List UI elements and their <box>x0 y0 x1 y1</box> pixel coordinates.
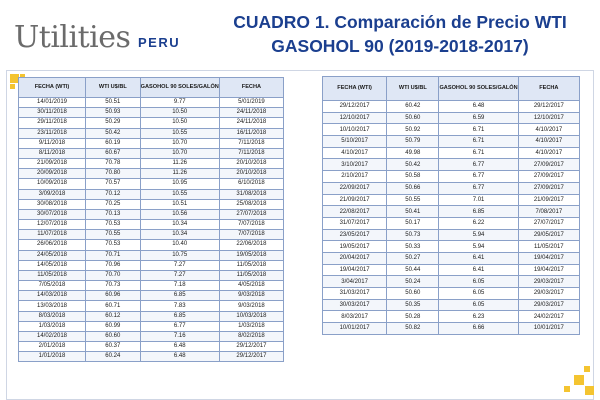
cell-gasohol-price: 6.48 <box>140 342 219 352</box>
cell-wti-price: 50.35 <box>387 299 439 311</box>
header-fecha-wti: FECHA (WTI) <box>323 77 387 101</box>
cell-fecha: 9/03/2018 <box>219 301 283 311</box>
cell-wti-price: 70.53 <box>86 220 141 230</box>
table-row <box>323 241 580 253</box>
cell-wti-price: 60.42 <box>387 101 439 113</box>
table-row <box>19 209 284 219</box>
cell-fecha: 24/02/2017 <box>518 311 579 323</box>
cell-fecha-wti: 1/03/2018 <box>19 321 86 331</box>
table-row <box>19 240 284 250</box>
table-row <box>19 179 284 189</box>
cell-fecha: 19/04/2017 <box>518 252 579 264</box>
cell-gasohol-price: 10.75 <box>140 250 219 260</box>
cell-fecha: 27/09/2017 <box>518 182 579 194</box>
table-row <box>19 250 284 260</box>
table-row <box>323 159 580 171</box>
cell-gasohol-price: 10.50 <box>140 118 219 128</box>
cell-fecha-wti: 3/09/2018 <box>19 189 86 199</box>
cell-gasohol-price: 5.94 <box>439 229 518 241</box>
cell-fecha-wti: 29/12/2017 <box>323 101 387 113</box>
cell-fecha-wti: 20/04/2017 <box>323 252 387 264</box>
cell-fecha-wti: 23/11/2018 <box>19 128 86 138</box>
cell-fecha-wti: 3/10/2017 <box>323 159 387 171</box>
table-row <box>323 299 580 311</box>
cell-gasohol-price: 10.56 <box>140 209 219 219</box>
table-row <box>323 206 580 218</box>
cell-wti-price: 70.96 <box>86 260 141 270</box>
cell-fecha-wti: 22/08/2017 <box>323 206 387 218</box>
cell-wti-price: 50.93 <box>86 108 141 118</box>
table-header-row <box>19 78 284 98</box>
cell-wti-price: 70.53 <box>86 240 141 250</box>
cell-gasohol-price: 7.16 <box>140 331 219 341</box>
table-row <box>19 159 284 169</box>
cell-gasohol-price: 10.34 <box>140 230 219 240</box>
table-row <box>323 311 580 323</box>
table-row <box>19 352 284 362</box>
cell-fecha: 27/07/2017 <box>518 217 579 229</box>
cell-gasohol-price: 6.41 <box>439 264 518 276</box>
cell-fecha: 21/09/2017 <box>518 194 579 206</box>
cell-gasohol-price: 7.83 <box>140 301 219 311</box>
table-row <box>19 138 284 148</box>
cell-fecha: 4/10/2017 <box>518 124 579 136</box>
cell-fecha-wti: 30/11/2018 <box>19 108 86 118</box>
title-line-1: CUADRO 1. Comparación de Precio WTI <box>233 12 567 32</box>
table-row <box>19 281 284 291</box>
table-row <box>323 101 580 113</box>
cell-fecha-wti: 5/10/2017 <box>323 136 387 148</box>
cell-fecha: 19/04/2017 <box>518 264 579 276</box>
table-row <box>19 199 284 209</box>
header-wti-price: WTI U$/BL <box>86 78 141 98</box>
cell-wti-price: 70.80 <box>86 169 141 179</box>
cell-wti-price: 50.79 <box>387 136 439 148</box>
cell-fecha: 7/07/2018 <box>219 230 283 240</box>
cell-wti-price: 50.29 <box>86 118 141 128</box>
table-row <box>19 220 284 230</box>
cell-wti-price: 50.66 <box>387 182 439 194</box>
cell-gasohol-price: 6.85 <box>140 311 219 321</box>
cell-wti-price: 50.41 <box>387 206 439 218</box>
cell-fecha-wti: 4/10/2017 <box>323 147 387 159</box>
cell-wti-price: 70.71 <box>86 250 141 260</box>
cell-wti-price: 50.33 <box>387 241 439 253</box>
cell-fecha: 4/10/2017 <box>518 136 579 148</box>
table-row <box>323 288 580 300</box>
cell-gasohol-price: 6.48 <box>140 352 219 362</box>
cell-wti-price: 50.27 <box>387 252 439 264</box>
cell-wti-price: 70.55 <box>86 230 141 240</box>
price-table-left <box>18 77 284 362</box>
table-row <box>19 98 284 108</box>
header-fecha: FECHA <box>219 78 283 98</box>
cell-fecha: 7/08/2017 <box>518 206 579 218</box>
cell-wti-price: 50.28 <box>387 311 439 323</box>
table-row <box>19 148 284 158</box>
cell-gasohol-price: 6.77 <box>439 159 518 171</box>
decor-square <box>584 366 590 372</box>
cell-gasohol-price: 6.71 <box>439 136 518 148</box>
cell-fecha: 31/08/2018 <box>219 189 283 199</box>
cell-fecha-wti: 29/11/2018 <box>19 118 86 128</box>
cell-fecha: 16/11/2018 <box>219 128 283 138</box>
cell-fecha-wti: 11/05/2018 <box>19 270 86 280</box>
table-row <box>19 321 284 331</box>
cell-fecha-wti: 3/04/2017 <box>323 276 387 288</box>
cell-fecha: 7/11/2018 <box>219 148 283 158</box>
cell-fecha-wti: 22/09/2017 <box>323 182 387 194</box>
decor-square <box>574 375 584 385</box>
cell-gasohol-price: 10.70 <box>140 138 219 148</box>
cell-gasohol-price: 6.05 <box>439 276 518 288</box>
cell-wti-price: 60.96 <box>86 291 141 301</box>
brand-suffix: PERU <box>138 35 181 50</box>
cell-fecha-wti: 23/05/2017 <box>323 229 387 241</box>
table-row <box>323 323 580 335</box>
cell-fecha: 29/12/2017 <box>219 352 283 362</box>
cell-wti-price: 50.51 <box>86 98 141 108</box>
cell-fecha-wti: 20/09/2018 <box>19 169 86 179</box>
cell-wti-price: 50.44 <box>387 264 439 276</box>
cell-fecha-wti: 31/03/2017 <box>323 288 387 300</box>
table-header-row <box>323 77 580 101</box>
cell-wti-price: 70.13 <box>86 209 141 219</box>
cell-fecha: 11/05/2017 <box>518 241 579 253</box>
cell-wti-price: 50.42 <box>86 128 141 138</box>
cell-wti-price: 60.12 <box>86 311 141 321</box>
header-gasohol-price: GASOHOL 90 SOLES/GALÓN <box>439 77 518 101</box>
cell-gasohol-price: 6.48 <box>439 101 518 113</box>
brand-name: Utilities <box>14 20 131 55</box>
cell-wti-price: 70.73 <box>86 281 141 291</box>
cell-wti-price: 50.92 <box>387 124 439 136</box>
cell-fecha: 29/05/2017 <box>518 229 579 241</box>
cell-fecha: 29/03/2017 <box>518 299 579 311</box>
cell-fecha-wti: 2/01/2018 <box>19 342 86 352</box>
cell-gasohol-price: 10.34 <box>140 220 219 230</box>
cell-wti-price: 50.58 <box>387 171 439 183</box>
cell-fecha: 29/03/2017 <box>518 276 579 288</box>
cell-wti-price: 70.78 <box>86 159 141 169</box>
cell-fecha: 20/10/2018 <box>219 159 283 169</box>
cell-wti-price: 50.60 <box>387 288 439 300</box>
cell-wti-price: 50.60 <box>387 112 439 124</box>
cell-fecha-wti: 14/03/2018 <box>19 291 86 301</box>
cell-fecha: 1/03/2018 <box>219 321 283 331</box>
cell-gasohol-price: 10.40 <box>140 240 219 250</box>
cell-wti-price: 60.60 <box>86 331 141 341</box>
decor-square <box>10 84 15 89</box>
cell-gasohol-price: 10.51 <box>140 199 219 209</box>
cell-fecha: 24/11/2018 <box>219 108 283 118</box>
cell-fecha: 29/12/2017 <box>518 101 579 113</box>
cell-fecha: 7/07/2018 <box>219 220 283 230</box>
cell-wti-price: 70.12 <box>86 189 141 199</box>
cell-fecha-wti: 30/03/2017 <box>323 299 387 311</box>
cell-fecha-wti: 24/05/2018 <box>19 250 86 260</box>
table-row <box>323 124 580 136</box>
cell-wti-price: 60.99 <box>86 321 141 331</box>
cell-fecha-wti: 10/01/2017 <box>323 323 387 335</box>
table-row <box>19 189 284 199</box>
cell-fecha: 10/03/2018 <box>219 311 283 321</box>
cell-fecha-wti: 8/03/2018 <box>19 311 86 321</box>
cell-wti-price: 60.71 <box>86 301 141 311</box>
cell-fecha: 27/09/2017 <box>518 171 579 183</box>
cell-gasohol-price: 9.77 <box>140 98 219 108</box>
cell-fecha: 25/08/2018 <box>219 199 283 209</box>
cell-gasohol-price: 6.23 <box>439 311 518 323</box>
cell-fecha: 29/03/2017 <box>518 288 579 300</box>
price-table-right <box>322 76 580 335</box>
table-row <box>323 229 580 241</box>
cell-fecha-wti: 12/10/2017 <box>323 112 387 124</box>
cell-fecha-wti: 2/10/2017 <box>323 171 387 183</box>
cell-wti-price: 70.70 <box>86 270 141 280</box>
table-row <box>323 194 580 206</box>
cell-fecha-wti: 21/09/2017 <box>323 194 387 206</box>
cell-fecha-wti: 14/02/2018 <box>19 331 86 341</box>
decor-square <box>585 386 594 395</box>
table-row <box>19 291 284 301</box>
cell-wti-price: 50.73 <box>387 229 439 241</box>
cell-gasohol-price: 6.77 <box>439 171 518 183</box>
cell-fecha-wti: 31/07/2017 <box>323 217 387 229</box>
cell-fecha: 9/03/2018 <box>219 291 283 301</box>
cell-gasohol-price: 7.27 <box>140 260 219 270</box>
cell-fecha-wti: 1/01/2018 <box>19 352 86 362</box>
cell-gasohol-price: 10.50 <box>140 108 219 118</box>
decor-square <box>564 386 570 392</box>
title-line-2: GASOHOL 90 (2019-2018-2017) <box>271 36 529 56</box>
cell-wti-price: 49.98 <box>387 147 439 159</box>
cell-fecha-wti: 7/05/2018 <box>19 281 86 291</box>
cell-fecha: 6/10/2018 <box>219 179 283 189</box>
cell-wti-price: 60.19 <box>86 138 141 148</box>
table-row <box>19 108 284 118</box>
cell-fecha-wti: 11/07/2018 <box>19 230 86 240</box>
cell-gasohol-price: 10.55 <box>140 189 219 199</box>
cell-gasohol-price: 6.85 <box>439 206 518 218</box>
cell-fecha: 5/01/2019 <box>219 98 283 108</box>
cell-gasohol-price: 6.05 <box>439 299 518 311</box>
cell-fecha: 10/01/2017 <box>518 323 579 335</box>
cell-gasohol-price: 5.94 <box>439 241 518 253</box>
cell-fecha: 22/06/2018 <box>219 240 283 250</box>
cell-gasohol-price: 6.71 <box>439 124 518 136</box>
cell-fecha: 20/10/2018 <box>219 169 283 179</box>
cell-gasohol-price: 11.26 <box>140 169 219 179</box>
cell-gasohol-price: 6.85 <box>140 291 219 301</box>
cell-fecha-wti: 8/03/2017 <box>323 311 387 323</box>
table-row <box>19 301 284 311</box>
header-gasohol-price: GASOHOL 90 SOLES/GALÓN <box>140 78 219 98</box>
cell-wti-price: 70.57 <box>86 179 141 189</box>
cell-fecha: 7/11/2018 <box>219 138 283 148</box>
cell-fecha-wti: 13/03/2018 <box>19 301 86 311</box>
cell-fecha: 29/12/2017 <box>219 342 283 352</box>
header-wti-price: WTI U$/BL <box>387 77 439 101</box>
cell-fecha: 19/05/2018 <box>219 250 283 260</box>
table-row <box>19 331 284 341</box>
table-row <box>323 264 580 276</box>
table-row <box>19 270 284 280</box>
cell-fecha-wti: 8/11/2018 <box>19 148 86 158</box>
cell-fecha-wti: 14/01/2019 <box>19 98 86 108</box>
header-fecha-wti: FECHA (WTI) <box>19 78 86 98</box>
cell-gasohol-price: 7.18 <box>140 281 219 291</box>
right-table-body <box>323 101 580 335</box>
cell-gasohol-price: 6.71 <box>439 147 518 159</box>
cell-gasohol-price: 6.22 <box>439 217 518 229</box>
cell-fecha: 4/05/2018 <box>219 281 283 291</box>
cell-fecha: 12/10/2017 <box>518 112 579 124</box>
cell-fecha-wti: 30/08/2018 <box>19 199 86 209</box>
cell-gasohol-price: 6.59 <box>439 112 518 124</box>
cell-gasohol-price: 7.01 <box>439 194 518 206</box>
cell-fecha: 11/05/2018 <box>219 260 283 270</box>
cell-gasohol-price: 10.55 <box>140 128 219 138</box>
cell-gasohol-price: 6.41 <box>439 252 518 264</box>
cell-fecha-wti: 30/07/2018 <box>19 209 86 219</box>
cell-gasohol-price: 10.70 <box>140 148 219 158</box>
table-row <box>323 252 580 264</box>
cell-fecha: 11/05/2018 <box>219 270 283 280</box>
cell-wti-price: 50.82 <box>387 323 439 335</box>
cell-gasohol-price: 11.26 <box>140 159 219 169</box>
cell-wti-price: 60.67 <box>86 148 141 158</box>
cell-fecha: 27/07/2018 <box>219 209 283 219</box>
cell-fecha-wti: 14/05/2018 <box>19 260 86 270</box>
header-fecha: FECHA <box>518 77 579 101</box>
cell-wti-price: 60.24 <box>86 352 141 362</box>
table-row <box>323 217 580 229</box>
cell-fecha: 24/11/2018 <box>219 118 283 128</box>
cell-gasohol-price: 7.27 <box>140 270 219 280</box>
cell-fecha-wti: 10/09/2018 <box>19 179 86 189</box>
left-table-body <box>19 98 284 362</box>
cell-fecha: 8/02/2018 <box>219 331 283 341</box>
page-title <box>210 10 590 58</box>
cell-fecha-wti: 19/04/2017 <box>323 264 387 276</box>
table-row <box>19 260 284 270</box>
cell-wti-price: 60.37 <box>86 342 141 352</box>
table-row <box>19 342 284 352</box>
table-row <box>19 118 284 128</box>
cell-fecha-wti: 10/10/2017 <box>323 124 387 136</box>
cell-wti-price: 70.25 <box>86 199 141 209</box>
table-row <box>19 230 284 240</box>
table-row <box>323 276 580 288</box>
table-row <box>323 112 580 124</box>
cell-fecha-wti: 19/05/2017 <box>323 241 387 253</box>
utilities-peru-logo <box>14 14 214 60</box>
table-row <box>19 128 284 138</box>
cell-wti-price: 50.42 <box>387 159 439 171</box>
cell-gasohol-price: 6.66 <box>439 323 518 335</box>
table-row <box>323 147 580 159</box>
cell-gasohol-price: 6.77 <box>140 321 219 331</box>
cell-fecha: 27/09/2017 <box>518 159 579 171</box>
cell-gasohol-price: 6.05 <box>439 288 518 300</box>
cell-fecha-wti: 21/09/2018 <box>19 159 86 169</box>
table-row <box>323 182 580 194</box>
cell-wti-price: 50.24 <box>387 276 439 288</box>
cell-fecha-wti: 12/07/2018 <box>19 220 86 230</box>
cell-wti-price: 50.55 <box>387 194 439 206</box>
cell-fecha-wti: 9/11/2018 <box>19 138 86 148</box>
table-row <box>19 169 284 179</box>
cell-gasohol-price: 10.95 <box>140 179 219 189</box>
table-row <box>19 311 284 321</box>
cell-fecha-wti: 26/06/2018 <box>19 240 86 250</box>
table-row <box>323 171 580 183</box>
cell-wti-price: 50.17 <box>387 217 439 229</box>
cell-gasohol-price: 6.77 <box>439 182 518 194</box>
table-row <box>323 136 580 148</box>
cell-fecha: 4/10/2017 <box>518 147 579 159</box>
